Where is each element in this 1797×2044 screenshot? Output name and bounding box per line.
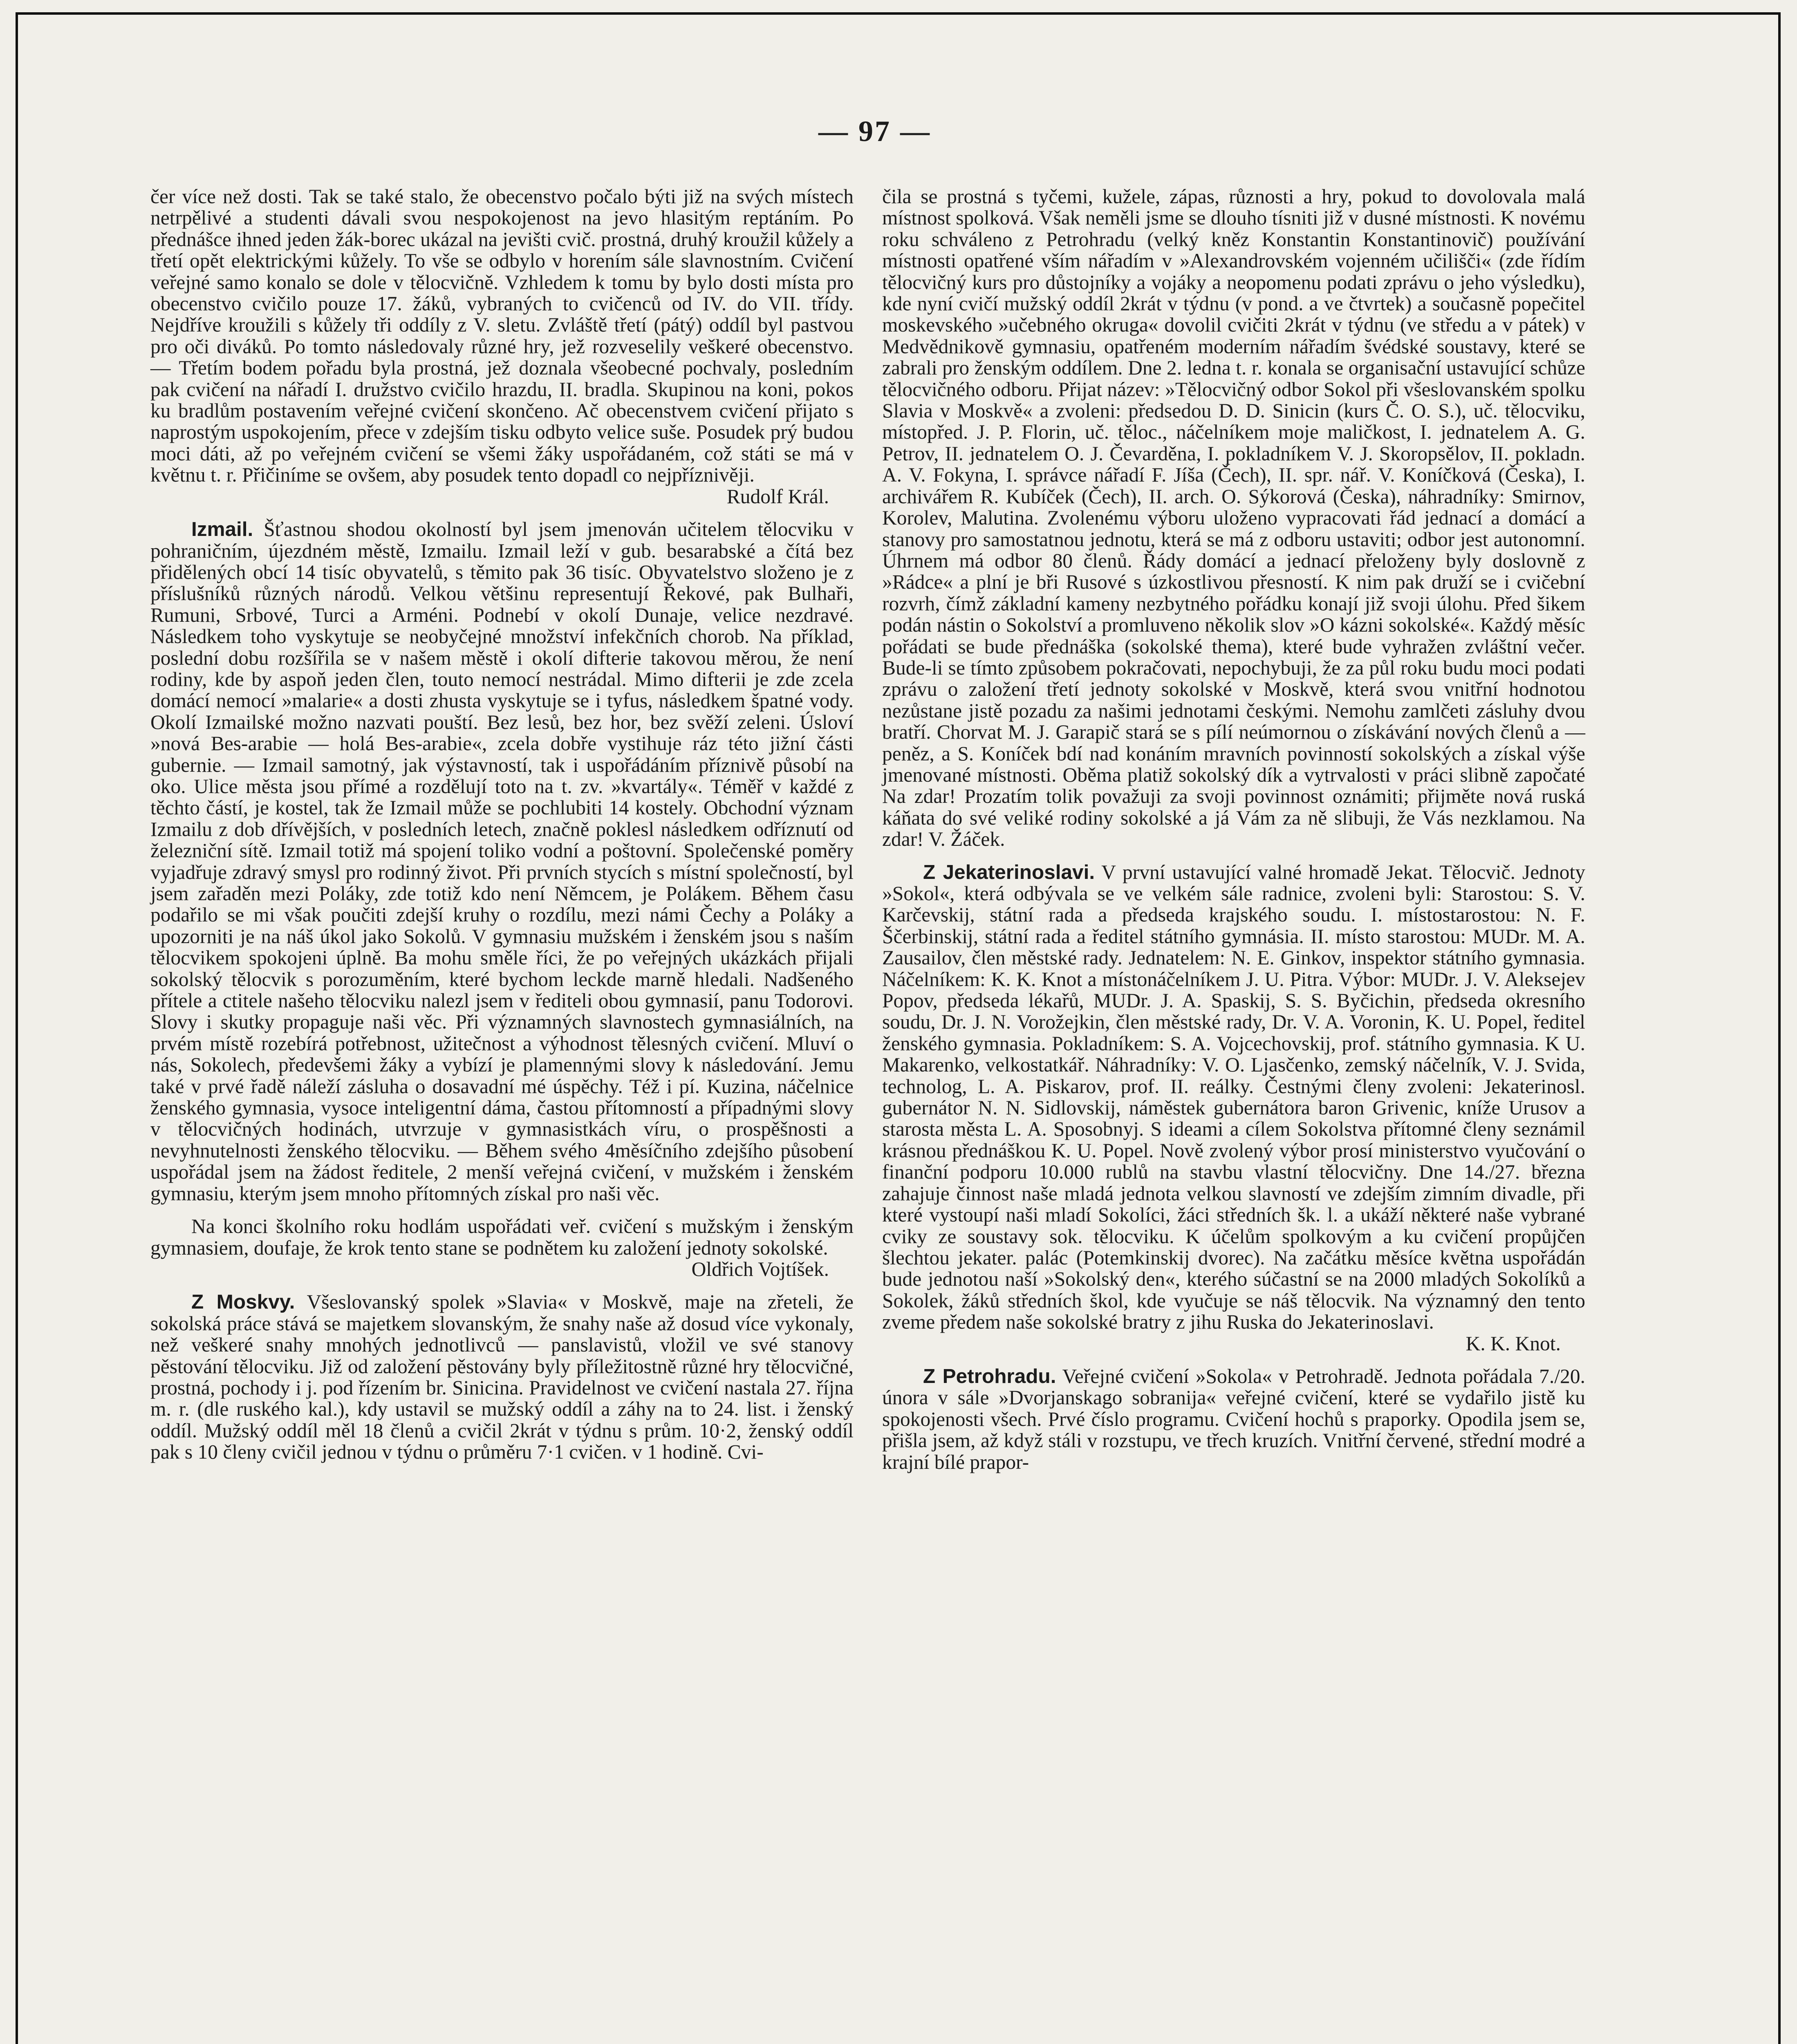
paragraph-moscow-cont: čila se prostná s tyčemi, kužele, zápas, různosti a hry, pokud to dovolovala malá místnost spolková. Však neměli jsme se dlouho tísniti již v dusné místnosti. K novému roku schváleno z Petrohradu (velký kněz Konstantin Konstantinovič) používání místnosti opatřené vším nářadím v »Alexandrovském vojenném učilišči« (zde řídím tělocvičný kurs pro důstojníky a vojáky a neopomenu podati zprávu o jeho výsledku), kde nyní cvičí mužský oddíl 2krát v týdnu (v pond. a ve čtvrtek) a současně popečitel moskevského »učebného okruga« dovolil cvičiti 2krát v týdnu (ve středu a v pátek) v Medvědnikově gymnasiu, opatřeném moderním nářadím švédské soustavy, které se zabrali pro ženským oddílem. Dne 2. ledna t. r. konala se organisační ustavující schůze tělocvičného odboru. Přijat název: »Tělocvičný odbor Sokol při všeslovanském spolku Slavia v Moskvě« a zvoleni: předsedou D. D. Sinicin (kurs Č. O. S.), uč. tělocviku, místopřed. J. P. Florin, uč. těloc., náčelníkem moje maličkost, I. jednatelem A. G. Petrov, II. jednatelem O. J. Čevarděna, I. pokladníkem V. J. Skoropsělov, II. pokladn. A. V. Fokyna, I. správce nářadí F. Jíša (Čech), II. spr. nář. V. Koníčková (Česka), I. archivářem R. Kubíček (Čech), II. arch. O. Sýkorová (Česka), náhradníky: Smirnov, Korolev, Malutina. Zvolenému výboru uloženo vypracovati řád jednací a domácí a stanovy pro samostatnou jednotu, která se má z odboru ustaviti; odbor jest autonomní. Úhrnem má odbor 80 členů. Řády domácí a jednací přeloženy byly doslovně z »Rádce« a plní je bři Rusové s úzkostlivou přesností. K nim pak druží se i cvičební rozvrh, čímž základní kameny nezbytného pořádku konají již svoji úlohu. Před šikem podán nástin o Sokolství a promluveno několik slov »O kázni sokolské«. Každý měsíc pořádati se bude přednáška (sokolské thema), které bude vyhražen zvláštní večer. Bude-li se tímto způsobem pokračovati, nepochybuji, že za půl roku budu moci podati zprávu o založení třetí jednoty sokolské v Moskvě, která svou vnitřní hodnotou nezůstane jistě pozadu za našimi jednotami českými. Nemohu zamlčeti zásluhy dvou bratří. Chorvat M. J. Garapič stará se s pílí neúmornou o získávání nových členů a — peněz, a S. Koníček bdí nad konáním mravních povinností sokolských a získal výše jmenované místnosti. Oběma platiž sokolský dík a vytrvalosti v práci slibně započaté Na zdar! Prozatím tolik považuji za svoji povinnost oznámiti; přijměte nová ruská káňata do své veliké rodiny sokolské a já Vám za ně slibuji, že Vás nezklamou. Na zdar! V. Žáček. — [882, 185, 1585, 851]
signature-kral: Rudolf Král. — [726, 485, 829, 508]
heading-jekaterinoslav: Z Jekaterinoslavi. — [923, 861, 1095, 883]
heading-moscow: Z Moskvy. — [191, 1291, 295, 1313]
paragraph-petrograd: Z Petrohradu. Veřejné cvičení »Sokola« v Petrohradě. Jednota pořádala 7./20. února v sále »Dvorjanskago sobranija« veřejné cvičení, které se vydařilo jistě ku spokojenosti všech. Prvé číslo programu. Cvičení hochů s praporky. Opodila jsem se, přišla jsem, až když stáli v rozstupu, ve třech kruzích. Vnitřní červené, střední modré a krajní bílé prapor- — [882, 1365, 1586, 1473]
paragraph-moscow: Z Moskvy. Všeslovanský spolek »Slavia« v Moskvě, maje na zřeteli, že sokolská práce stává se majetkem slovanským, že snahy naše až dosud více vykonaly, než veškeré snahy mnohých jednotlivců — panslavistů, vložil ve své stanovy pěstování tělocviku. Již od založení pěstovány byly příležitostně různé hry tělocvičné, prostná, pochody i j. pod řízením br. Sinicina. Pravidelnost ve cvičení nastala 27. října m. r. (dle ruského kal.), kdy ustavil se mužský oddíl a záhy na to 24. list. i ženský oddíl. Mužský oddíl měl 18 členů a cvičil 2krát v týdnu s prům. 10·2, ženský oddíl pak s 10 členy cvičil jednou v týdnu o průměru 7·1 cvičen. v 1 hodině. Cvi- — [150, 1291, 854, 1464]
paragraph-jekaterinoslav: Z Jekaterinoslavi. V první ustavující valné hromadě Jekat. Tělocvič. Jednoty »Sokol«, která odbývala se ve velkém sále radnice, zvoleni byli: Starostou: S. V. Karčevskij, státní rada a předseda krajského soudu. I. místostarostou: N. F. Ščerbinskij, státní rada a ředitel státního gymnásia. II. místo starostou: MUDr. M. A. Zausailov, člen městské rady. Jednatelem: N. E. Ginkov, inspektor státního gymnasia. Náčelníkem: K. K. Knot a místonáčelníkem J. U. Pitra. Výbor: MUDr. J. V. Aleksejev Popov, předseda lékařů, MUDr. J. A. Spaskij, S. S. Byčichin, předseda okresního soudu, Dr. J. N. Vorožejkin, člen městské rady, Dr. V. A. Voronin, K. U. Popel, ředitel ženského gymnasia. Pokladníkem: S. A. Vojcechovskij, prof. státního gymnasia. K U. Makarenko, velkostatkář. Náhradníky: V. O. Ljasčenko, zemský náčelník, V. J. Svida, technolog, L. A. Piskarov, prof. II. reálky. Čestnými členy zvoleni: Jekaterinosl. gubernátor N. N. Sidlovskij, náměstek gubernátora baron Grivenic, kníže Urusov a starosta města L. A. Sposobnyj. S ideami a cílem Sokolstva přítomné členy seznámil krásnou přednáškou K. U. Popel. Nově zvolený výbor prosí ministerstvo vyučování o finanční podporu 10.000 rublů na stavbu vlastní tělocvičny. Dne 14./27. března zahajuje činnost naše mladá jednota velkou slavností ve zdejším zimním divadle, při které vystoupí naši mladí Sokolíci, žáci středních šk. l. a ukáží některé naše vybrané cviky ze soustavy sok. tělocviku. K účelům spolkovým a ku cvičení propůjčen šlechtou jekater. palác (Potemkinskij dvorec). Na začátku měsíce května uspořádán bude jednotou naší »Sokolský den«, kterého súčastní se na 2000 mladých Sokolíků a Sokolek, žáků středních škol, kde vyučuje se náš tělocvik. Na významný den tento zveme předem naše sokolské bratry z jihu Ruska do Jekaterinoslavi. — [882, 861, 1585, 1334]
heading-izmail: Izmail. — [191, 518, 253, 541]
paragraph-izmail: Izmail. Šťastnou shodou okolností byl jsem jmenován učitelem tělocviku v pohraničním, újezdném městě, Izmailu. Izmail leží v gub. besarabské a čítá bez přidělených obcí 14 tisíc obyvatelů, s těmito pak 36 tisíc. Obyvatelstvo složeno je z příslušníků různých národů. Velkou většinu representují Řekové, pak Bulhaři, Rumuni, Srbové, Turci a Arméni. Podnebí v okolí Dunaje, velice nezdravé. Následkem toho vyskytuje se neobyčejné množství infekčních chorob. Na příklad, poslední dobu rozšířila se v našem městě i okolí difterie takovou měrou, že není rodiny, kde by aspoň jeden člen, touto nemocí nestrádal. Mimo difterii je zde zcela domácí nemocí »malarie« a dosti zhusta vyskytuje se i tyfus, následkem špatné vody. Okolí Izmailské možno nazvati pouští. Bez lesů, bez hor, bez svěží zeleni. Úsloví »nová Bes-arabie — holá Bes-arabie«, zcela dobře vystihuje ráz této jižní části gubernie. — Izmail samotný, jak výstavností, tak i uspořádáním příznivě působí na oko. Ulice města jsou přímé a rozdělují toto na t. zv. »kvartály«. Téměř v každé z těchto částí, je kostel, tak že Izmail může se pochlubiti 14 kostely. Obchodní význam Izmailu z dob dřívějších, v posledních letech, značně poklesl následkem odříznutí od železniční sítě. Izmail totiž má spojení toliko vodní a poštovní. Společenské poměry vyjadřuje zdravý smysl pro rodinný život. Při prvních stycích s místní společností, byl jsem zařaděn mezi Poláky, zde totiž kdo není Němcem, je Polákem. Během času podařilo se mi však poučiti zdejší kruhy o rozdílu, mezi námi Čechy a Poláky a upozorniti je na náš úkol jako Sokolů. V gymnasiu mužském i ženském jsou s naším tělocvikem spokojeni úplně. Ba mohu směle říci, že po veřejných ukázkách přijali sokolský tělocvik s porozuměním, které bychom leckde marně hledali. Nadšeného přítele a ctitele našeho tělocviku nalezl jsem v řediteli obou gymnasií, panu Todorovi. Slovy i skutky propaguje naši věc. Při významných slavnostech gymnasiálních, na prvém místě rozebírá potřebnost, užitečnost a výhodnost tělesných cvičení. Mluví o nás, Sokolech, předevšemi žáky a vybízí je plamennými slovy k následování. Jemu také v prvé řadě náleží zásluha o dosavadní mé úspěchy. Též i pí. Kuzina, náčelnice ženského gymnasia, vysoce inteligentní dáma, častou přítomností a případnými slovy v tělocvičných hodinách, utvrzuje v gymnasistkách víru, o prospěšnosti a nevyhnutelnosti ženského tělocviku. — Během svého 4měsíčního zdejšího působení uspořádal jsem na žádost ředitele, 2 menší veřejná cvičení, v mužském i ženském gymnasiu, kterým jsem mnoho přítomných získal pro naši věc. — [150, 518, 854, 1205]
page-number: — 97 — — [818, 115, 931, 148]
right-column — [882, 186, 1585, 1473]
paragraph-izmail-end: Na konci školního roku hodlám uspořádati veř. cvičení s mužským i ženským gymnasiem, doufaje, že krok tento stane se podnětem ku založení jednoty sokolské. — [150, 1215, 854, 1259]
signature-knot: K. K. Knot. — [1465, 1332, 1561, 1355]
paragraph-school-exercise: čer více než dosti. Tak se také stalo, že obecenstvo počalo býti již na svých místech netrpělivé a studenti dávali svou nespokojenost na jevo hlasitým reptáním. Po přednášce ihned jeden žák-borec ukázal na jevišti cvič. prostná, druhý kroužil kůžely a třetí opět elektrickými kůžely. To vše se odbylo v horením sále slavnostním. Cvičení veřejné samo konalo se dole v tělocvičně. Vzhledem k tomu by bylo dosti místa pro obecenstvo cvičilo pouze 17. žáků, vybraných to cvičenců od IV. do VII. třídy. Nejdříve kroužili s kůžely tři oddíly z V. sletu. Zvláště třetí (pátý) oddíl byl pastvou pro oči diváků. Po tomto následovaly různé hry, jež rozveselily veškeré obecenstvo. — Třetím bodem pořadu byla prostná, jež doznala všeobecné pochvaly, posledním pak cvičení na nářadí I. družstvo cvičilo hrazdu, II. bradla. Skupinou na koni, pokos ku bradlům postavením veřejné cvičení skončeno. Ač obecenstvem cvičení přijato s naprostým uspokojením, přece v zdejším tisku odbyto velice suše. Posudek prý budou moci dáti, až po veřejném cvičení se všemi žáky uspořádaném, což státi se má v květnu t. r. Přičiníme se ovšem, aby posudek tento dopadl co nejpříznivěji. — [150, 185, 854, 486]
heading-petrograd: Z Petrohradu. — [923, 1365, 1056, 1387]
signature-vojtisek: Oldřich Vojtíšek. — [691, 1257, 829, 1280]
left-column — [150, 186, 854, 1463]
